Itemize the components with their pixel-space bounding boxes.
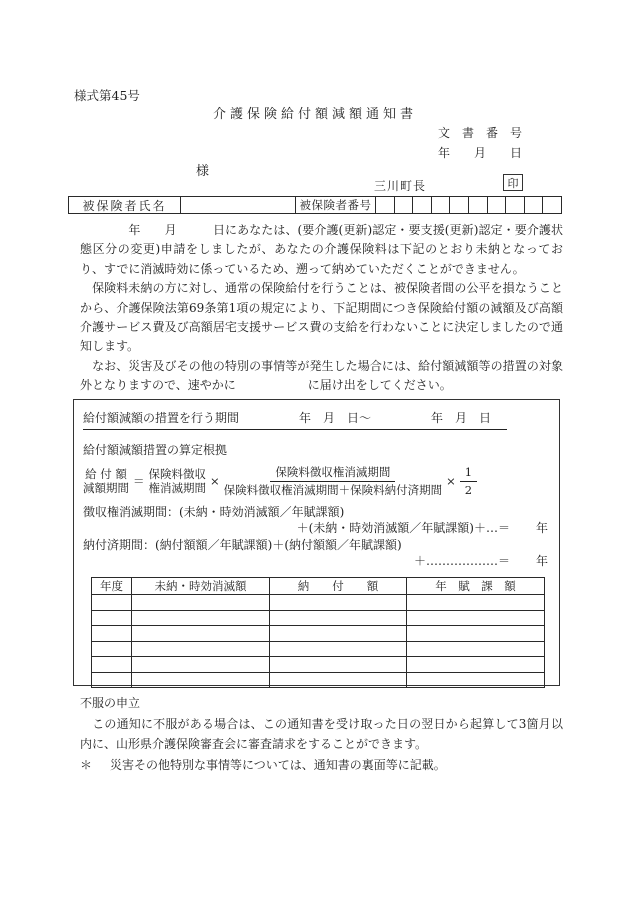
table-row [92, 672, 545, 688]
insured-number-digit-cell [432, 197, 451, 213]
table-row [92, 626, 545, 642]
multiply-sign: × [210, 474, 220, 488]
note-asterisk: ＊ [80, 758, 93, 773]
collection-period-continuation: ＋(未納・時効消滅額／年賦課額)＋…＝ 年 [296, 521, 548, 535]
paid-period-line: 納付済期間：(納付額額／年賦課額)＋(納付額額／年賦課額) [83, 538, 402, 552]
header-unpaid-expired-amount: 未納・時効消滅額 [132, 578, 270, 595]
insured-info-row [68, 196, 562, 214]
form-number: 様式第45号 [74, 88, 140, 103]
calculation-basis-label: 給付額減額措置の算定根拠 [83, 443, 228, 457]
insured-number-digit-cell [525, 197, 544, 213]
insured-number-digit-cell [450, 197, 469, 213]
document-title: 介護保険給付額減額通知書 [212, 107, 417, 122]
reduction-detail-box [73, 399, 560, 686]
insured-number-digit-cell [413, 197, 432, 213]
header-paid-amount: 納 付 額 [270, 578, 407, 595]
table-row [92, 641, 545, 657]
footer-section [80, 694, 563, 776]
insured-number-digit-cell [506, 197, 525, 213]
note-text: 災害その他特別な事情等については、通知書の裏面等に記載。 [110, 758, 446, 773]
table-header-row [92, 578, 545, 595]
paid-year-unit: 年 [535, 554, 548, 568]
mayor-name: 三川町長 [374, 179, 427, 193]
paragraph-application: 年 月 日にあなたは、(要介護(更新)認定・要支援(更新)認定・要介護状態区分の変更)申請をしましたが、あなたの介護保険料は下記のとおり未納となっており、すでに消滅時効に係っているため、遡って納めていただくことができません。 [80, 223, 563, 276]
reduction-formula [83, 465, 550, 497]
note-line [80, 756, 563, 775]
formula-half-fraction: $\frac{1}{2}$ [460, 465, 477, 497]
paragraph-exception: なお、災害及びその他の特別の事情等が発生した場合には、給付額減額等の措置の対象外となりますので、速やかに に届け出をしてください。 [80, 358, 563, 393]
multiply-sign: × [446, 474, 456, 488]
formula-ratio-fraction: $\frac{\text{保険料徴収権消滅期間}}{\text{保険料徴収権消滅期間＋保険料納付済期間}}$ [223, 465, 443, 497]
insured-number-digit-cell [488, 197, 507, 213]
header-annual-levy-amount: 年 賦 課 額 [407, 578, 545, 595]
addressee-suffix: 様 [196, 164, 210, 179]
header-fiscal-year: 年度 [92, 578, 132, 595]
amount-breakdown-table [91, 577, 545, 688]
document-date-label: 年 月 日 [438, 146, 523, 160]
formula-term-collection: 保険料徴収 権消滅期間 [148, 466, 206, 495]
insured-name-label: 被保険者氏名 [69, 197, 181, 213]
insured-number-digit-cell [376, 197, 395, 213]
document-number-label: 文 書 番 号 [438, 126, 523, 140]
table-row [92, 657, 545, 673]
formula-lhs: 給 付 額 減額期間 [83, 466, 129, 495]
reduction-period-line: 給付額減額の措置を行う期間 年 月 日～ 年 月 日 [83, 409, 507, 430]
seal-character: 印 [507, 176, 519, 190]
table-row [92, 610, 545, 626]
notice-body [80, 221, 563, 396]
insured-number-label: 被保険者番号 [296, 197, 376, 213]
paid-period-continuation: ＋………………＝ 年 [413, 554, 548, 568]
appeal-body: この通知に不服がある場合は、この通知書を受け取った日の翌日から起算して3箇月以内に、山形県介護保険審査会に審査請求をすることができます。 [80, 717, 563, 751]
seal-stamp [503, 174, 523, 191]
equals-sign: ＝ [133, 474, 145, 488]
insured-number-digit-cell [543, 197, 561, 213]
appeal-title: 不服の申立 [80, 696, 141, 710]
insured-number-digit-cell [395, 197, 414, 213]
collection-period-line: 徴収権消滅期間：(未納・時効消滅額／年賦課額) [83, 505, 345, 519]
insured-name-field [181, 197, 296, 213]
insured-number-digit-cell [469, 197, 488, 213]
table-body [92, 595, 545, 688]
collection-year-unit: 年 [535, 521, 548, 535]
paragraph-decision: 保険料未納の方に対し、通常の保険給付を行うことは、被保険者間の公平を損なうことから、介護保険法第69条第1項の規定により、下記期間につき保険給付額の減額及び高額介護サービス費及び高額居宅支援サービス費の支給を行わないことに決定しましたので通知します。 [80, 281, 563, 354]
table-row [92, 595, 545, 611]
